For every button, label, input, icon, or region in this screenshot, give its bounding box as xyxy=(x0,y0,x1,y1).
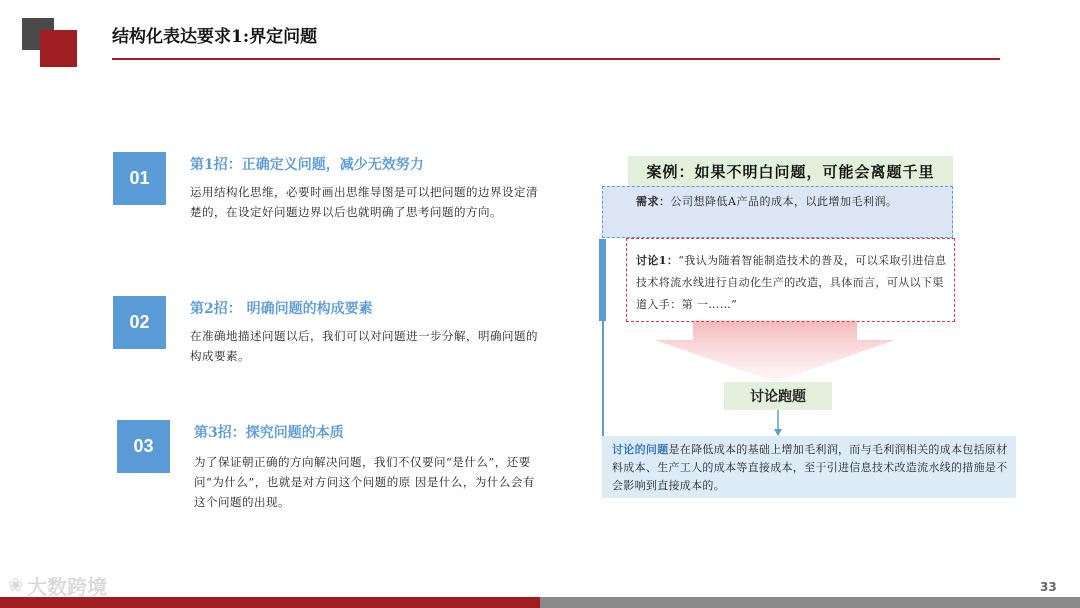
title-underline xyxy=(112,58,1000,60)
need-text: 公司想降低A产品的成本，以此增加毛利润。 xyxy=(670,195,898,208)
case-title: 案例：如果不明白问题，可能会离题千里 xyxy=(628,156,953,186)
discussion-label: 讨论1： xyxy=(636,254,679,267)
result-text-block xyxy=(612,441,1012,495)
down-arrow-icon xyxy=(655,320,895,382)
item-body-2: 在准确地描述问题以后，我们可以对问题进一步分解，明确问题的构成要素。 xyxy=(190,329,538,363)
item-title-3: 第3招：探究问题的本质 xyxy=(194,425,344,441)
item-body-1: 运用结构化思维，必要时画出思维导图是可以把问题的边界设定清楚的，在设定好问题边界以后也就明确了思考问题的方向。 xyxy=(190,185,538,219)
need-label: 需求： xyxy=(636,195,671,208)
page-number: 33 xyxy=(1040,580,1057,594)
footer-gray-bar xyxy=(540,597,1080,608)
logo-mark-icon: ❀ xyxy=(8,574,24,596)
small-down-arrow-icon xyxy=(772,410,784,436)
discussion-text-block xyxy=(636,250,952,316)
item-title-2: 第2招： 明确问题的构成要素 xyxy=(190,301,373,317)
discussion-text: “我认为随着智能制造技术的普及，可以采取引进信息技术将流水线进行自动化生产的改造，具体而言，可从以下渠道入手：第 一……” xyxy=(636,254,947,311)
item-body-3: 为了保证朝正确的方向解决问题，我们不仅要问“是什么”，还要问“为什么”，也就是对方问这个问题的原 因是什么，为什么会有这个问题的出现。 xyxy=(194,455,535,509)
item-number-02: 02 xyxy=(113,296,166,349)
item-number-01: 01 xyxy=(113,152,166,205)
item-number-03: 03 xyxy=(117,420,170,473)
off-topic-tag: 讨论跑题 xyxy=(724,382,832,410)
item-title-1: 第1招：正确定义问题，减少无效努力 xyxy=(190,157,424,173)
need-text-block xyxy=(636,192,944,212)
watermark-logo xyxy=(8,572,143,598)
header-decor-red-square xyxy=(40,30,77,67)
case-left-accent-bar xyxy=(599,239,606,321)
page-title: 结构化表达要求1:界定问题 xyxy=(112,27,318,47)
logo-text: 大数跨境 xyxy=(27,574,108,599)
result-text: 是在降低成本的基础上增加毛利润，而与毛利润相关的成本包括原材料成本、生产工人的成本等直接成本，至于引进信息技术改造流水线的措施是不会影响到直接成本的。 xyxy=(612,443,1008,492)
result-label: 讨论的问题 xyxy=(612,443,669,456)
